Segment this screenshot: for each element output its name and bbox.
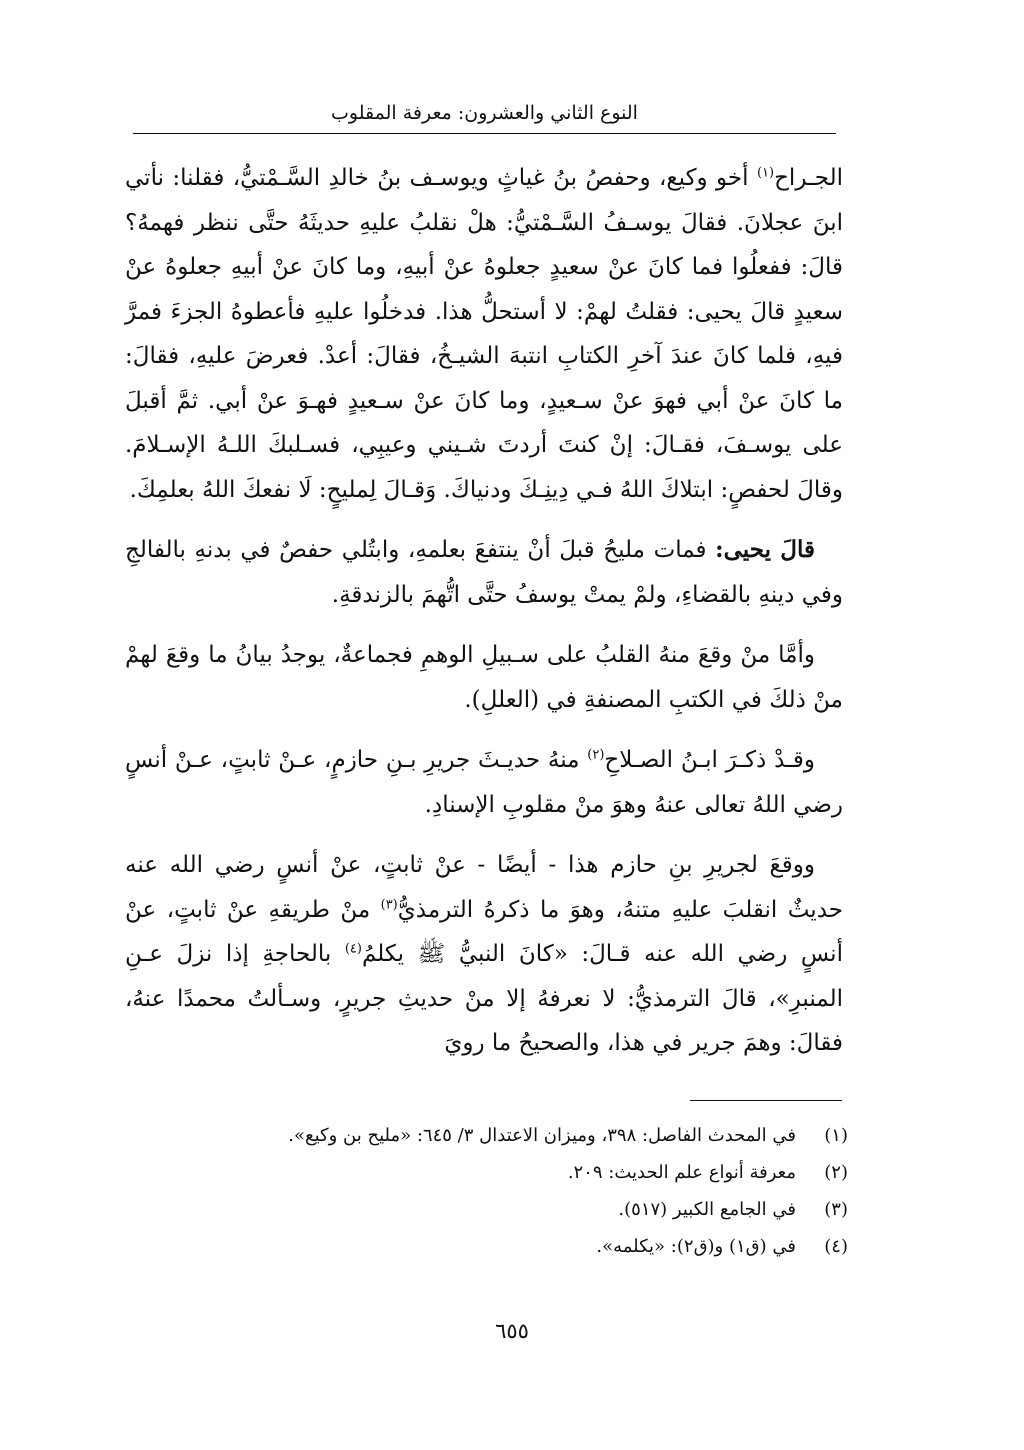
footnote-2 <box>250 1154 848 1191</box>
footnote-4 <box>250 1228 848 1265</box>
paragraph-1-text-a: الجـراح <box>774 165 843 191</box>
footnote-marker-2[interactable]: (٢) <box>587 747 605 763</box>
paragraph-5-text-c: بالحاجةِ إذا نزلَ عـنِ المنبرِ»، قالَ الترمذيُّ: لا نعرفهُ إلا منْ حديثِ جريرٍ، وسـألتُ محمدًا عنهُ، فقالَ: وهمَ جرير في هذا، والصحيحُ ما رويَ <box>125 941 843 1056</box>
running-header: النوع الثاني والعشرون: معرفة المقلوب <box>331 102 638 124</box>
footnote-marker-3[interactable]: (٣) <box>380 896 398 912</box>
paragraph-1-text-b: أخو وكيع، وحفصُ بنُ غياثٍ ويوسـف بنُ خالدِ السَّـمْتيُّ، فقلنا: نأتي ابنَ عجلانَ. فقالَ يوسـفُ السَّـمْتيُّ: هلْ نقلبُ عليهِ حديثَهُ حتَّى ننظر فهمهُ؟ قالَ: ففعلُوا فما كانَ عنْ سعيدٍ جعلوهُ عنْ أبيهِ، وما كانَ عنْ أبيهِ جعلوهُ عنْ سعيدٍ قالَ يحيى: فقلتُ لهمْ: لا أستحلُّ هذا. فدخلُوا عليهِ فأعطوهُ الجزءَ فمرَّ فيهِ، فلما كانَ عندَ آخرِ الكتابِ انتبهَ الشيـخُ، فقالَ: أعدْ. فعرضَ عليهِ، فقالَ: ما كانَ عنْ أبي فهوَ عنْ سـعيدٍ، وما كانَ عنْ سـعيدٍ فهـوَ عنْ أبي. ثمَّ أقبلَ على يوسـفَ، فقـالَ: إنْ كنتَ أردتَ شـيني وعيبِي، فسـلبكَ اللـهُ الإسـلامَ. وقالَ لحفصٍ: ابتلاكَ اللهُ فـي دِينِـكَ ودنياكَ. وَقـالَ لِمليحٍ: لَا نفعكَ اللهُ بعلمِكَ. <box>125 165 843 503</box>
footnote-marker-4[interactable]: (٤) <box>344 941 362 957</box>
footnotes <box>250 1117 848 1265</box>
paragraph-1 <box>125 156 843 512</box>
footnote-1-number: (١) <box>824 1125 848 1146</box>
footnote-2-text: معرفة أنواع علم الحديث: ٢٠٩. <box>567 1162 796 1183</box>
header-rule <box>133 133 836 134</box>
paragraph-2-speaker: قالَ يحيى: <box>715 536 815 563</box>
paragraph-4 <box>125 738 843 827</box>
footnote-1-text: في المحدث الفاصل: ٣٩٨، وميزان الاعتدال ٣/ ٦٤٥: «مليح بن وكيع». <box>288 1125 796 1146</box>
footnote-4-number: (٤) <box>824 1236 848 1257</box>
footnote-3-number: (٣) <box>824 1199 848 1220</box>
paragraph-5 <box>125 843 843 1066</box>
paragraph-5-text-b: منْ طريقهِ عنْ ثابتٍ، عنْ أنسٍ رضي الله عنه قـالَ: «كانَ النبيُّ ﷺ يكلمُ <box>125 896 843 967</box>
footnote-marker-1[interactable]: (١) <box>756 165 775 181</box>
footnote-3 <box>250 1191 848 1228</box>
footnote-separator <box>690 1100 842 1101</box>
paragraph-4-text-a: وقـدْ ذكـرَ ابـنُ الصـلاحِ <box>604 747 815 773</box>
paragraph-5-text-a: ووقعَ لجريرِ بنِ حازم هذا - أيضًا - عنْ ثابتٍ، عنْ أنسٍ رضي الله عنه حديثٌ انقلبَ عليهِ متنهُ، وهوَ ما ذكرهُ الترمذيُّ <box>125 852 843 923</box>
page-number: ٦٥٥ <box>495 1319 529 1343</box>
footnote-4-text: في (ق١) و(ق٢): «يكلمه». <box>596 1236 796 1257</box>
body-text <box>125 156 843 1082</box>
footnote-3-text: في الجامع الكبير (٥١٧). <box>618 1199 796 1220</box>
paragraph-3-text: وأمَّا منْ وقعَ منهُ القلبُ على سـبيلِ الوهمِ فجماعةٌ، يوجدُ بيانُ ما وقعَ لهمْ منْ ذلكَ في الكتبِ المصنفةِ في (العللِ). <box>125 642 843 713</box>
footnote-1 <box>250 1117 848 1154</box>
footnote-2-number: (٢) <box>824 1162 848 1183</box>
paragraph-4-text-b: منهُ حديـثَ جريرِ بـنِ حازمٍ، عـنْ ثابتٍ، عـنْ أنسٍ رضي اللهُ تعالى عنهُ وهوَ منْ مقلوبِ الإسنادِ. <box>125 747 843 818</box>
paragraph-3 <box>125 633 843 722</box>
paragraph-2 <box>125 528 843 617</box>
paragraph-2-text: فمات مليحُ قبلَ أنْ ينتفعَ بعلمهِ، وابتُلي حفصٌ في بدنهِ بالفالجِ وفي دينهِ بالقضاءِ، ولمْ يمتْ يوسفُ حتَّى اتُّهمَ بالزندقةِ. <box>125 537 843 608</box>
